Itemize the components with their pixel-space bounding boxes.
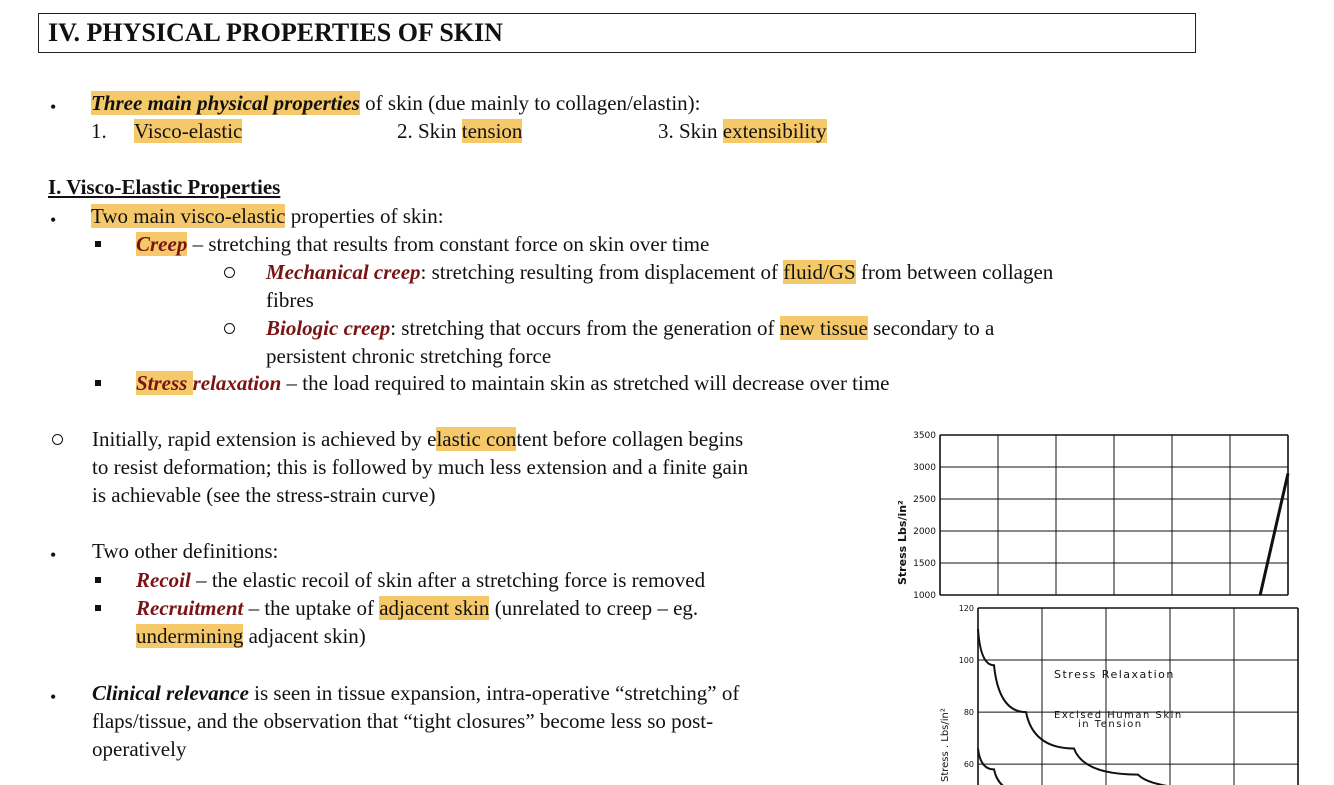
body-text: properties of skin: — [285, 204, 444, 228]
body-text: (unrelated to creep – eg. — [489, 596, 699, 620]
stress-strain-chart — [888, 425, 1298, 605]
mech-line-2: fibres — [266, 288, 314, 312]
term-relaxation: relaxation — [192, 371, 282, 395]
y-axis-label: Stress Lbs/in² — [896, 500, 909, 585]
y-tick-label: 3000 — [913, 463, 936, 473]
y-tick-label: 1000 — [913, 591, 936, 601]
y-tick-label: 100 — [958, 656, 974, 666]
stress-relaxation-chart — [928, 602, 1308, 785]
term-biologic-creep: Biologic creep — [266, 316, 391, 340]
body-text: tent before collagen begins — [516, 427, 744, 451]
highlight-text: new tissue — [779, 316, 868, 340]
term-recoil: Recoil — [136, 568, 191, 592]
annotation-stress-relaxation: Stress Relaxation — [1054, 668, 1175, 681]
y-tick-label: 2500 — [913, 495, 936, 505]
body-text: from between collagen — [855, 260, 1054, 284]
body-text: – stretching that results from constant force on skin over time — [187, 232, 710, 256]
circle-bullet — [52, 434, 63, 445]
circle-bullet — [224, 323, 235, 334]
bullet-dot: • — [50, 210, 57, 230]
term-stress: Stress — [136, 371, 193, 395]
highlight-text: Two main visco-elastic — [91, 204, 286, 228]
item-number: 3. Skin — [658, 119, 723, 143]
clinical-line-2: flaps/tissue, and the observation that “tight closures” become less so post- — [92, 709, 714, 733]
mech-line — [266, 258, 1053, 286]
square-bullet — [95, 605, 101, 611]
intro-line — [91, 89, 701, 117]
bio-line-2: persistent chronic stretching force — [266, 344, 552, 368]
y-axis-label: Stress . Lbs/in² — [940, 708, 951, 782]
stress-line — [136, 369, 890, 397]
body-text: – the load required to maintain skin as stretched will decrease over time — [281, 371, 890, 395]
recoil-line — [136, 566, 705, 594]
intro-item-3 — [658, 117, 827, 145]
bullet-dot: • — [50, 687, 57, 707]
section-heading: I. Visco-Elastic Properties — [48, 175, 281, 199]
body-text: is seen in tissue expansion, intra-operative “stretching” of — [248, 681, 740, 705]
body-text: : stretching resulting from displacement of — [420, 260, 784, 284]
annotation-in-tension: in Tension — [1078, 719, 1143, 730]
body-text: Initially, rapid extension is achieved by e — [92, 427, 437, 451]
intro-rest: of skin (due mainly to collagen/elastin): — [359, 91, 701, 115]
highlight-text: adjacent skin — [379, 596, 490, 620]
item-highlight: extensibility — [722, 119, 827, 143]
initially-line-1 — [92, 425, 743, 453]
bio-line — [266, 314, 994, 342]
term-clinical-relevance: Clinical relevance — [92, 681, 249, 705]
item-highlight: Visco-elastic — [134, 119, 243, 143]
other-defs-lead: Two other definitions: — [92, 539, 279, 563]
circle-bullet — [224, 267, 235, 278]
y-tick-label: 1500 — [913, 559, 936, 569]
term-mechanical-creep: Mechanical creep — [266, 260, 421, 284]
intro-item-2 — [397, 117, 522, 145]
highlight-text: fluid/GS — [783, 260, 856, 284]
item-number: 1. — [91, 119, 107, 143]
data-series-line — [978, 749, 1170, 785]
intro-item-1 — [91, 117, 242, 145]
highlight-text: lastic con — [436, 427, 517, 451]
bullet-dot: • — [50, 97, 57, 117]
clinical-line-3: operatively — [92, 737, 187, 761]
term-creep: Creep — [136, 232, 188, 256]
visco-line — [91, 202, 444, 230]
y-tick-label: 80 — [963, 708, 974, 718]
bullet-dot: • — [50, 545, 57, 565]
square-bullet — [95, 380, 101, 386]
clinical-line-1 — [92, 679, 739, 707]
body-text: adjacent skin) — [243, 624, 366, 648]
y-tick-label: 60 — [963, 760, 974, 770]
item-number: 2. Skin — [397, 119, 462, 143]
body-text: – the elastic recoil of skin after a stretching force is removed — [190, 568, 706, 592]
creep-line — [136, 230, 709, 258]
square-bullet — [95, 241, 101, 247]
title-box — [38, 13, 1196, 53]
initially-line-2: to resist deformation; this is followed by much less extension and a finite gain — [92, 455, 749, 479]
recruit-line — [136, 594, 698, 622]
y-tick-label: 120 — [958, 604, 974, 613]
body-text: secondary to a — [867, 316, 995, 340]
initially-line-3: is achievable (see the stress-strain curve) — [92, 483, 436, 507]
recruit-line-2 — [136, 622, 366, 650]
body-text: : stretching that occurs from the generation of — [390, 316, 780, 340]
annotation-excised: Excised Human Skin — [1054, 710, 1183, 721]
intro-lead: Three main physical properties — [91, 91, 360, 115]
term-recruitment: Recruitment — [136, 596, 244, 620]
highlight-text: undermining — [136, 624, 244, 648]
item-highlight: tension — [461, 119, 523, 143]
square-bullet — [95, 577, 101, 583]
y-tick-label: 3500 — [913, 431, 936, 441]
data-series-line — [1260, 473, 1288, 595]
y-tick-label: 2000 — [913, 527, 936, 537]
body-text: – the uptake of — [243, 596, 380, 620]
page-title: IV. PHYSICAL PROPERTIES OF SKIN — [48, 18, 503, 47]
